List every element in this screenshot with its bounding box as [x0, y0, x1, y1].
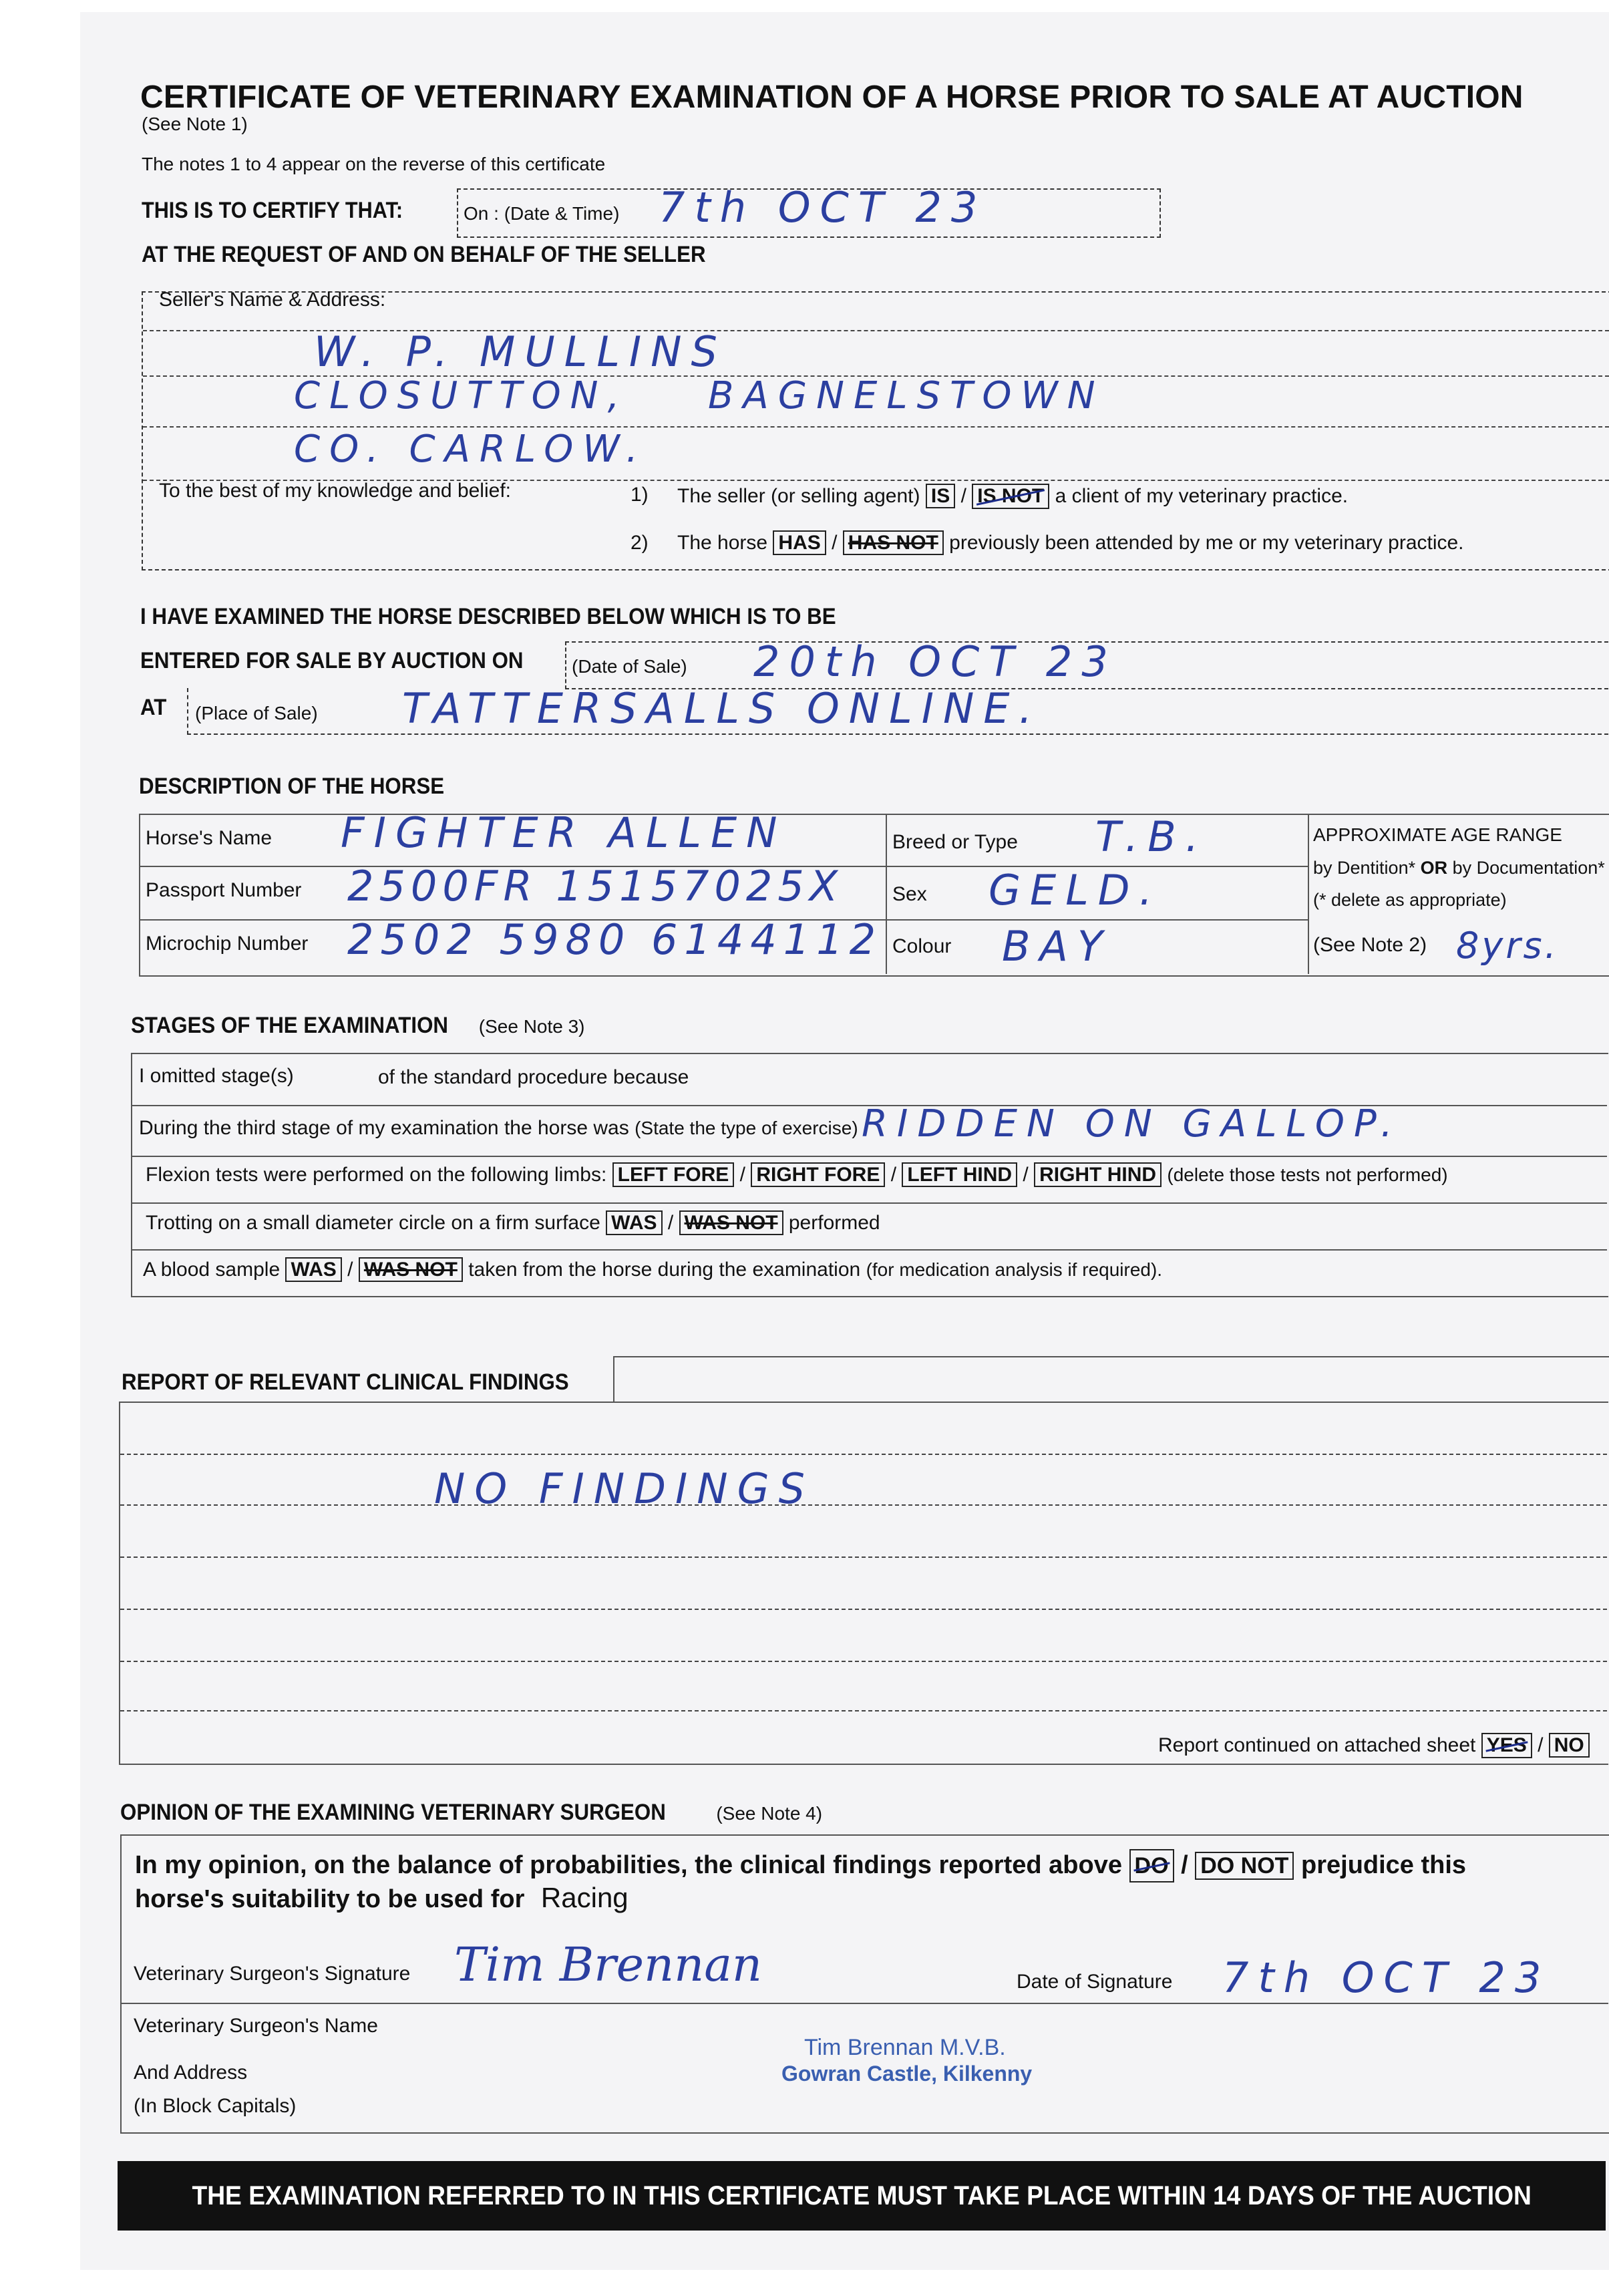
vet-signature[interactable]: Tim Brennan	[454, 1937, 763, 1992]
footer-banner: THE EXAMINATION REFERRED TO IN THIS CERTIFICATE MUST TAKE PLACE WITHIN 14 DAYS OF THE AUCTION	[118, 2161, 1606, 2231]
vet-stamp-address: Gowran Castle, Kilkenny	[781, 2062, 1033, 2086]
age-by-documentation[interactable]: by Documentation*	[1452, 858, 1605, 878]
client-statement-tail: a client of my veterinary practice.	[1055, 485, 1349, 507]
description-section-label: DESCRIPTION OF THE HORSE	[139, 774, 445, 799]
third-stage-hint: (State the type of exercise)	[635, 1118, 858, 1138]
breed-value[interactable]: T.B.	[1095, 812, 1208, 861]
seller-section-label: AT THE REQUEST OF AND ON BEHALF OF THE SELLER	[142, 242, 706, 267]
sale-date-value: 20th OCT 23	[753, 637, 1117, 686]
trot-row: Trotting on a small diameter circle on a firm surface WAS / WAS NOT performed	[146, 1212, 880, 1234]
item-1-number: 1)	[631, 484, 649, 506]
microchip-value[interactable]: 2502 5980 6144112	[347, 915, 883, 964]
sex-value[interactable]: GELD.	[989, 866, 1162, 915]
breed-label: Breed or Type	[892, 831, 1018, 853]
sale-date-field[interactable]	[565, 637, 1608, 689]
belief-label: To the best of my knowledge and belief:	[159, 480, 511, 502]
on-date-value: 7th OCT 23	[659, 183, 987, 232]
horse-name-value[interactable]: FIGHTER ALLEN	[341, 808, 787, 857]
attended-statement-tail: previously been attended by me or my veterinary practice.	[949, 532, 1464, 554]
flexion-label: Flexion tests were performed on the following limbs:	[146, 1164, 607, 1186]
colour-value[interactable]: BAY	[1002, 922, 1112, 971]
passport-label: Passport Number	[146, 879, 302, 901]
seller-line-1[interactable]: W. P. MULLINS	[314, 327, 727, 376]
blood-row: A blood sample WAS / WAS NOT taken from the horse during the examination (for medication analysis if required).	[143, 1259, 1163, 1281]
client-statement: The seller (or selling agent) IS / IS NOT a client of my veterinary practice.	[677, 484, 1348, 509]
notes-text: The notes 1 to 4 appear on the reverse of this certificate	[142, 154, 606, 174]
opinion-statement: In my opinion, on the balance of probabilities, the clinical findings reported above DO / DO NOT prejudice this horse's suitability to be used for Racing	[135, 1849, 1598, 1915]
has-option[interactable]: HAS	[773, 530, 826, 555]
at-label: AT	[140, 695, 167, 720]
report-continued: Report continued on attached sheet YES / NO	[1158, 1733, 1590, 1758]
stages-heading	[131, 1013, 585, 1039]
stages-see-note: (See Note 3)	[478, 1016, 585, 1037]
age-range-options: by Dentition* OR by Documentation*	[1313, 858, 1605, 878]
seller-line-2a[interactable]: CLOSUTTON,	[294, 374, 629, 418]
opinion-do-option[interactable]: DO	[1129, 1849, 1174, 1882]
continued-no-option[interactable]: NO	[1549, 1733, 1590, 1758]
blood-label: A blood sample	[143, 1259, 281, 1281]
opinion-heading	[120, 1800, 822, 1826]
on-date-label: On : (Date & Time)	[464, 203, 620, 224]
blood-hint: (for medication analysis if required).	[866, 1259, 1163, 1280]
item-2-number: 2)	[631, 532, 649, 554]
flex-left-hind[interactable]: LEFT HIND	[902, 1162, 1017, 1187]
age-by-dentition[interactable]: by Dentition*	[1313, 858, 1416, 878]
flexion-row: Flexion tests were performed on the following limbs: LEFT FORE / RIGHT FORE / LEFT HIND / RIGHT HIND (delete those tests not performed)	[146, 1164, 1448, 1186]
opinion-do-not-option[interactable]: DO NOT	[1195, 1852, 1294, 1880]
third-stage-label: During the third stage of my examination the horse was (State the type of exercise)	[139, 1117, 858, 1139]
on-date-field[interactable]	[457, 183, 1161, 238]
age-delete-note: (* delete as appropriate)	[1313, 890, 1507, 910]
passport-value[interactable]: 2500FR 15157025X	[347, 862, 844, 911]
sale-date-label: (Date of Sale)	[572, 656, 687, 677]
attended-statement-text: The horse	[677, 532, 768, 554]
continued-yes-option[interactable]: YES	[1481, 1733, 1532, 1758]
certify-label: THIS IS TO CERTIFY THAT:	[142, 198, 403, 223]
blood-was-not-option[interactable]: WAS NOT	[359, 1257, 463, 1282]
client-statement-text: The seller (or selling agent)	[677, 485, 920, 507]
client-is-not-option[interactable]: IS NOT	[972, 484, 1049, 509]
sale-line-1: I HAVE EXAMINED THE HORSE DESCRIBED BELOW WHICH IS TO BE	[140, 604, 836, 629]
signature-label: Veterinary Surgeon's Signature	[134, 1963, 411, 1985]
stages-section-label: STAGES OF THE EXAMINATION	[131, 1013, 449, 1038]
client-is-option[interactable]: IS	[926, 484, 955, 508]
sale-place-field[interactable]	[187, 684, 1608, 735]
report-continued-label: Report continued on attached sheet	[1158, 1734, 1476, 1756]
trot-was-not-option[interactable]: WAS NOT	[679, 1210, 783, 1235]
vet-name-label: Veterinary Surgeon's Name	[134, 2015, 378, 2037]
vet-stamp-name: Tim Brennan M.V.B.	[804, 2035, 1006, 2060]
seller-name-label: Seller's Name & Address:	[159, 289, 386, 311]
omitted-label-a: I omitted stage(s)	[139, 1065, 294, 1087]
omitted-label-b: of the standard procedure because	[378, 1066, 689, 1088]
certificate-title: CERTIFICATE OF VETERINARY EXAMINATION OF A HORSE PRIOR TO SALE AT AUCTION	[140, 79, 1524, 115]
flex-right-hind[interactable]: RIGHT HIND	[1034, 1162, 1161, 1187]
opinion-use-value[interactable]: Racing	[540, 1882, 629, 1913]
sale-line-2: ENTERED FOR SALE BY AUCTION ON	[140, 648, 524, 673]
blood-was-option[interactable]: WAS	[285, 1257, 341, 1282]
trot-was-option[interactable]: WAS	[606, 1210, 662, 1235]
report-section-label: REPORT OF RELEVANT CLINICAL FINDINGS	[122, 1369, 569, 1395]
age-value[interactable]: 8yrs.	[1456, 925, 1559, 967]
date-of-signature-label: Date of Signature	[1017, 1971, 1173, 1993]
report-findings[interactable]: NO FINDINGS	[434, 1464, 815, 1513]
date-of-signature-value[interactable]: 7th OCT 23	[1222, 1953, 1551, 2002]
sale-place-value: TATTERSALLS ONLINE.	[402, 684, 1042, 733]
seller-line-2b[interactable]: BAGNELSTOWN	[708, 374, 1105, 418]
block-capitals-label: (In Block Capitals)	[134, 2095, 297, 2117]
has-not-option[interactable]: HAS NOT	[843, 530, 944, 555]
flex-right-fore[interactable]: RIGHT FORE	[751, 1162, 885, 1187]
attended-statement: The horse HAS / HAS NOT previously been attended by me or my veterinary practice.	[677, 532, 1464, 554]
sale-place-label: (Place of Sale)	[195, 703, 318, 723]
vet-address-label: And Address	[134, 2062, 248, 2084]
flexion-hint: (delete those tests not performed)	[1167, 1164, 1448, 1185]
age-range-title: APPROXIMATE AGE RANGE	[1313, 824, 1562, 845]
opinion-section-label: OPINION OF THE EXAMINING VETERINARY SURGEON	[120, 1800, 666, 1825]
see-note-1: (See Note 1)	[142, 114, 248, 134]
seller-line-3[interactable]: CO. CARLOW.	[294, 428, 647, 471]
third-stage-value[interactable]: RIDDEN ON GALLOP.	[862, 1102, 1402, 1146]
opinion-see-note: (See Note 4)	[716, 1803, 823, 1824]
age-see-note: (See Note 2)	[1313, 934, 1427, 956]
microchip-label: Microchip Number	[146, 933, 309, 955]
flex-left-fore[interactable]: LEFT FORE	[612, 1162, 735, 1187]
trot-label: Trotting on a small diameter circle on a firm surface	[146, 1212, 600, 1234]
horse-name-label: Horse's Name	[146, 827, 273, 849]
sex-label: Sex	[892, 883, 927, 905]
colour-label: Colour	[892, 935, 952, 957]
